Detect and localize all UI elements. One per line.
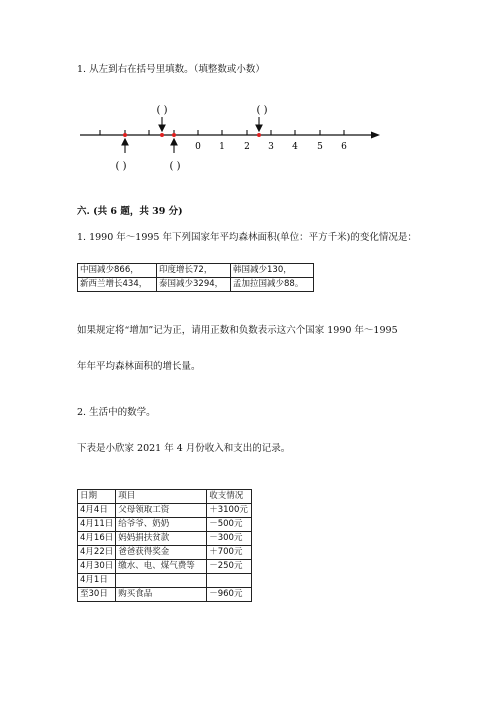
answer-blank: ( ) (256, 105, 268, 116)
answer-blank: ( ) (169, 161, 181, 172)
table-cell: 父母领取工资 (116, 504, 207, 518)
table-cell (116, 574, 207, 588)
forest-change-table (77, 263, 314, 292)
table-cell: 给爷爷、奶奶 (116, 518, 207, 532)
table-header: 项目 (116, 490, 207, 504)
tick-label: 2 (244, 142, 250, 152)
table-cell: 4月22日 (78, 546, 116, 560)
table-cell: －250元 (207, 560, 252, 574)
tick-label: 0 (195, 142, 201, 152)
question-6-1-line1: 如果规定将“增加”记为正，请用正数和负数表示这六个国家 1990 年～1995 (77, 325, 398, 336)
table-cell: －960元 (207, 588, 252, 602)
table-cell: ＋3100元 (207, 504, 252, 518)
question-6-1-text: 1. 1990 年～1995 年下列国家年平均森林面积(单位：平方千米)的变化情况是： (77, 232, 417, 243)
table-cell: 泰国减少3294， (157, 278, 231, 292)
number-line-point (123, 133, 127, 137)
table-cell: －300元 (207, 532, 252, 546)
table-cell: 韩国减少130， (231, 264, 314, 278)
number-line (0, 95, 500, 185)
question-6-2-intro: 下表是小欣家 2021 年 4 月份收入和支出的记录。 (77, 443, 291, 454)
table-cell: 中国减少866， (78, 264, 157, 278)
table-cell: 孟加拉国减少88。 (231, 278, 314, 292)
answer-blank: ( ) (115, 161, 127, 172)
table-row (78, 546, 252, 560)
number-line-point (160, 133, 164, 137)
table-cell: 4月4日 (78, 504, 116, 518)
down-arrow-icon (159, 125, 165, 131)
table-cell: 缴水、电、煤气费等 (116, 560, 207, 574)
up-arrow-icon (122, 139, 128, 145)
table-cell: 印度增长72， (157, 264, 231, 278)
table-cell: 4月30日 (78, 560, 116, 574)
number-line-point (172, 133, 176, 137)
table-header: 日期 (78, 490, 116, 504)
table-row (78, 588, 252, 602)
table-cell: 妈妈捐扶贫款 (116, 532, 207, 546)
table-cell: ＋700元 (207, 546, 252, 560)
tick-label: 5 (317, 142, 323, 152)
table-row (78, 278, 314, 292)
question-6-2-title: 2. 生活中的数学。 (77, 407, 156, 418)
question-1-text: 1. 从左到右在括号里填数。（填整数或小数） (77, 64, 265, 75)
table-cell: 新西兰增长434， (78, 278, 157, 292)
number-line-point (257, 133, 261, 137)
question-6-1-line2: 年年平均森林面积的增长量。 (77, 361, 201, 372)
table-row (78, 532, 252, 546)
table-header-row (78, 490, 252, 504)
table-cell: 至30日 (78, 588, 116, 602)
tick-label: 6 (341, 142, 347, 152)
table-row (78, 264, 314, 278)
table-cell: 4月11日 (78, 518, 116, 532)
table-row (78, 574, 252, 588)
tick-label: 1 (219, 142, 225, 152)
tick-label: 4 (292, 142, 298, 152)
up-arrow-icon (171, 139, 177, 145)
table-row (78, 560, 252, 574)
answer-blank: ( ) (156, 105, 168, 116)
section-title: 六. (共 6 题，共 39 分) (77, 206, 183, 217)
income-expense-table (77, 489, 252, 602)
tick-label: 3 (268, 142, 274, 152)
table-header: 收支情况 (207, 490, 252, 504)
table-cell: 4月16日 (78, 532, 116, 546)
table-row (78, 504, 252, 518)
table-cell: 爸爸获得奖金 (116, 546, 207, 560)
table-cell: －500元 (207, 518, 252, 532)
table-cell: 购买食品 (116, 588, 207, 602)
table-row (78, 518, 252, 532)
table-cell: 4月1日 (78, 574, 116, 588)
down-arrow-icon (256, 125, 262, 131)
number-line-ticks (100, 130, 344, 135)
table-cell (207, 574, 252, 588)
number-line-arrowhead (371, 132, 380, 139)
